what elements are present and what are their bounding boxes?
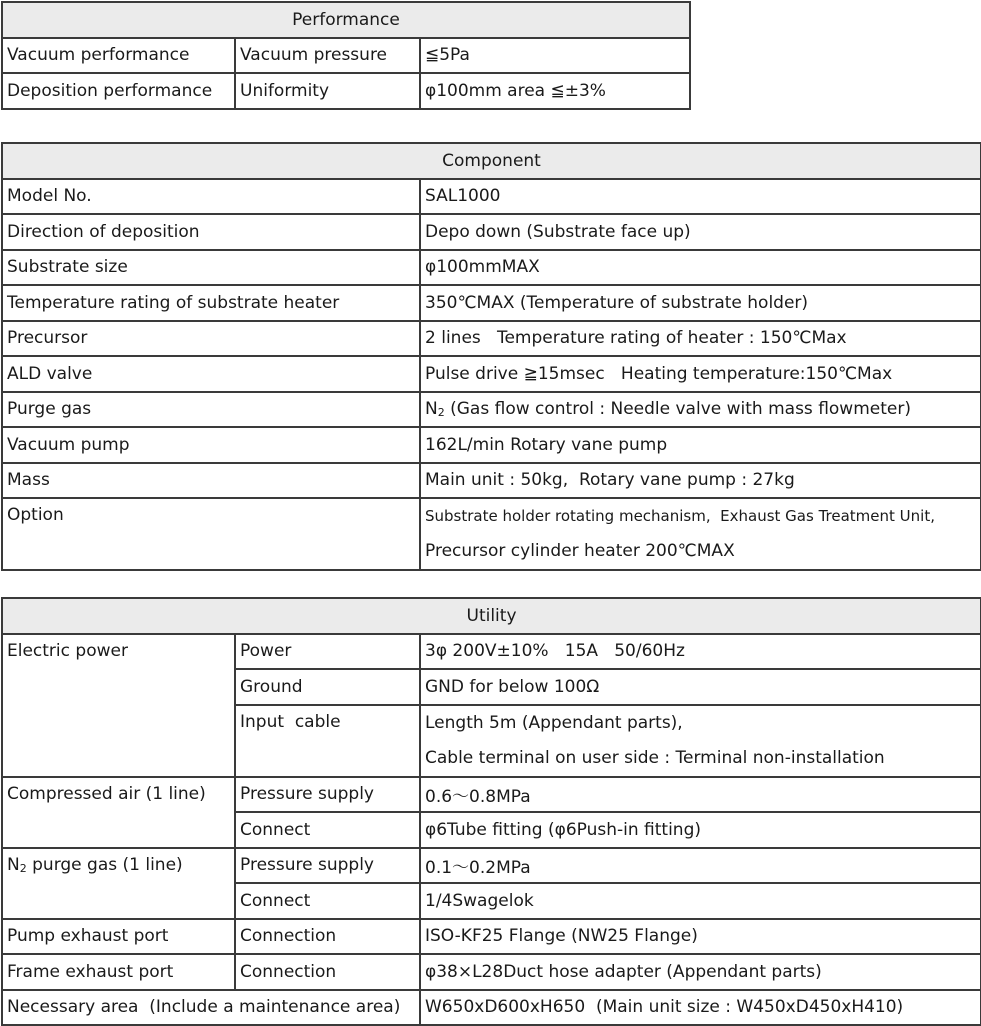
row-label: Direction of deposition	[2, 214, 420, 250]
table-row	[2, 919, 981, 955]
row-label: Temperature rating of substrate heater	[2, 285, 420, 321]
table-row	[2, 392, 981, 428]
row-label	[2, 848, 235, 919]
utility-header-row	[2, 598, 981, 634]
row-label: Electric power	[2, 634, 235, 777]
table-row	[2, 990, 981, 1026]
row-label: Compressed air (1 line)	[2, 777, 235, 848]
row-value: φ100mm area ≦±3%	[420, 73, 690, 109]
value-prefix: N	[425, 399, 438, 420]
row-label: ALD valve	[2, 356, 420, 392]
row-value: 350℃MAX (Temperature of substrate holder)	[420, 285, 981, 321]
performance-table	[1, 1, 691, 110]
row-value: 1/4Swagelok	[420, 883, 981, 919]
row-value: 0.1〜0.2MPa	[420, 848, 981, 884]
table-row	[2, 285, 981, 321]
value-subscript: 2	[437, 406, 445, 420]
row-value: SAL1000	[420, 179, 981, 215]
table-row	[2, 250, 981, 286]
row-value: φ38×L28Duct hose adapter (Appendant parts)	[420, 954, 981, 990]
row-sublabel: Pressure supply	[235, 848, 420, 884]
row-value: Pulse drive ≧15msec Heating temperature:150℃Max	[420, 356, 981, 392]
table-row	[2, 356, 981, 392]
value-text: (Gas flow control : Needle valve with mass flowmeter)	[444, 399, 911, 420]
row-value: Main unit : 50kg, Rotary vane pump : 27kg	[420, 463, 981, 499]
performance-header-row	[2, 2, 690, 38]
row-label: Deposition performance	[2, 73, 235, 109]
row-sublabel: Connect	[235, 883, 420, 919]
table-row	[2, 179, 981, 215]
row-label: Mass	[2, 463, 420, 499]
row-label: Precursor	[2, 321, 420, 357]
row-sublabel: Vacuum pressure	[235, 38, 420, 74]
row-value: 3φ 200V±10% 15A 50/60Hz	[420, 634, 981, 670]
row-sublabel: Pressure supply	[235, 777, 420, 813]
row-label: Necessary area (Include a maintenance area)	[2, 990, 420, 1026]
row-value: GND for below 100Ω	[420, 669, 981, 705]
row-label: Model No.	[2, 179, 420, 215]
row-label: Purge gas	[2, 392, 420, 428]
row-value: W650xD600xH650 (Main unit size : W450xD450xH410)	[420, 990, 981, 1026]
value-line-2: Precursor cylinder heater 200℃MAX	[425, 541, 735, 561]
utility-title: Utility	[2, 598, 981, 634]
table-row	[2, 634, 981, 670]
row-label: Option	[2, 498, 420, 570]
row-value: 2 lines Temperature rating of heater : 150℃Max	[420, 321, 981, 357]
row-label: Frame exhaust port	[2, 954, 235, 990]
label-subscript: 2	[19, 861, 27, 875]
table-row	[2, 848, 981, 884]
row-value	[420, 705, 981, 777]
table-row	[2, 38, 690, 74]
value-line-2: Cable terminal on user side : Terminal non-installation	[425, 747, 885, 768]
row-value	[420, 392, 981, 428]
row-value: Depo down (Substrate face up)	[420, 214, 981, 250]
table-row	[2, 214, 981, 250]
table-row	[2, 321, 981, 357]
row-sublabel: Ground	[235, 669, 420, 705]
row-value: φ6Tube fitting (φ6Push-in fitting)	[420, 812, 981, 848]
component-header-row	[2, 143, 981, 179]
row-sublabel: Connection	[235, 919, 420, 955]
component-title: Component	[2, 143, 981, 179]
value-line-1: Length 5m (Appendant parts),	[425, 712, 683, 733]
row-value: ≦5Pa	[420, 38, 690, 74]
label-text: purge gas (1 line)	[26, 854, 183, 875]
row-sublabel: Power	[235, 634, 420, 670]
row-label: Vacuum performance	[2, 38, 235, 74]
table-row	[2, 954, 981, 990]
component-table	[1, 142, 981, 571]
row-sublabel: Input cable	[235, 705, 420, 777]
row-value: 0.6〜0.8MPa	[420, 777, 981, 813]
row-label: Vacuum pump	[2, 427, 420, 463]
table-row	[2, 498, 981, 570]
row-sublabel: Uniformity	[235, 73, 420, 109]
row-sublabel: Connection	[235, 954, 420, 990]
table-row	[2, 463, 981, 499]
table-row	[2, 427, 981, 463]
row-value: ISO-KF25 Flange (NW25 Flange)	[420, 919, 981, 955]
row-label: Substrate size	[2, 250, 420, 286]
row-value	[420, 498, 981, 570]
row-value: φ100mmMAX	[420, 250, 981, 286]
row-value: 162L/min Rotary vane pump	[420, 427, 981, 463]
label-prefix: N	[7, 854, 20, 875]
row-label: Pump exhaust port	[2, 919, 235, 955]
table-row	[2, 777, 981, 813]
row-sublabel: Connect	[235, 812, 420, 848]
performance-title: Performance	[2, 2, 690, 38]
value-line-1: Substrate holder rotating mechanism, Exhaust Gas Treatment Unit,	[425, 507, 935, 525]
utility-table	[1, 597, 981, 1026]
table-row	[2, 73, 690, 109]
